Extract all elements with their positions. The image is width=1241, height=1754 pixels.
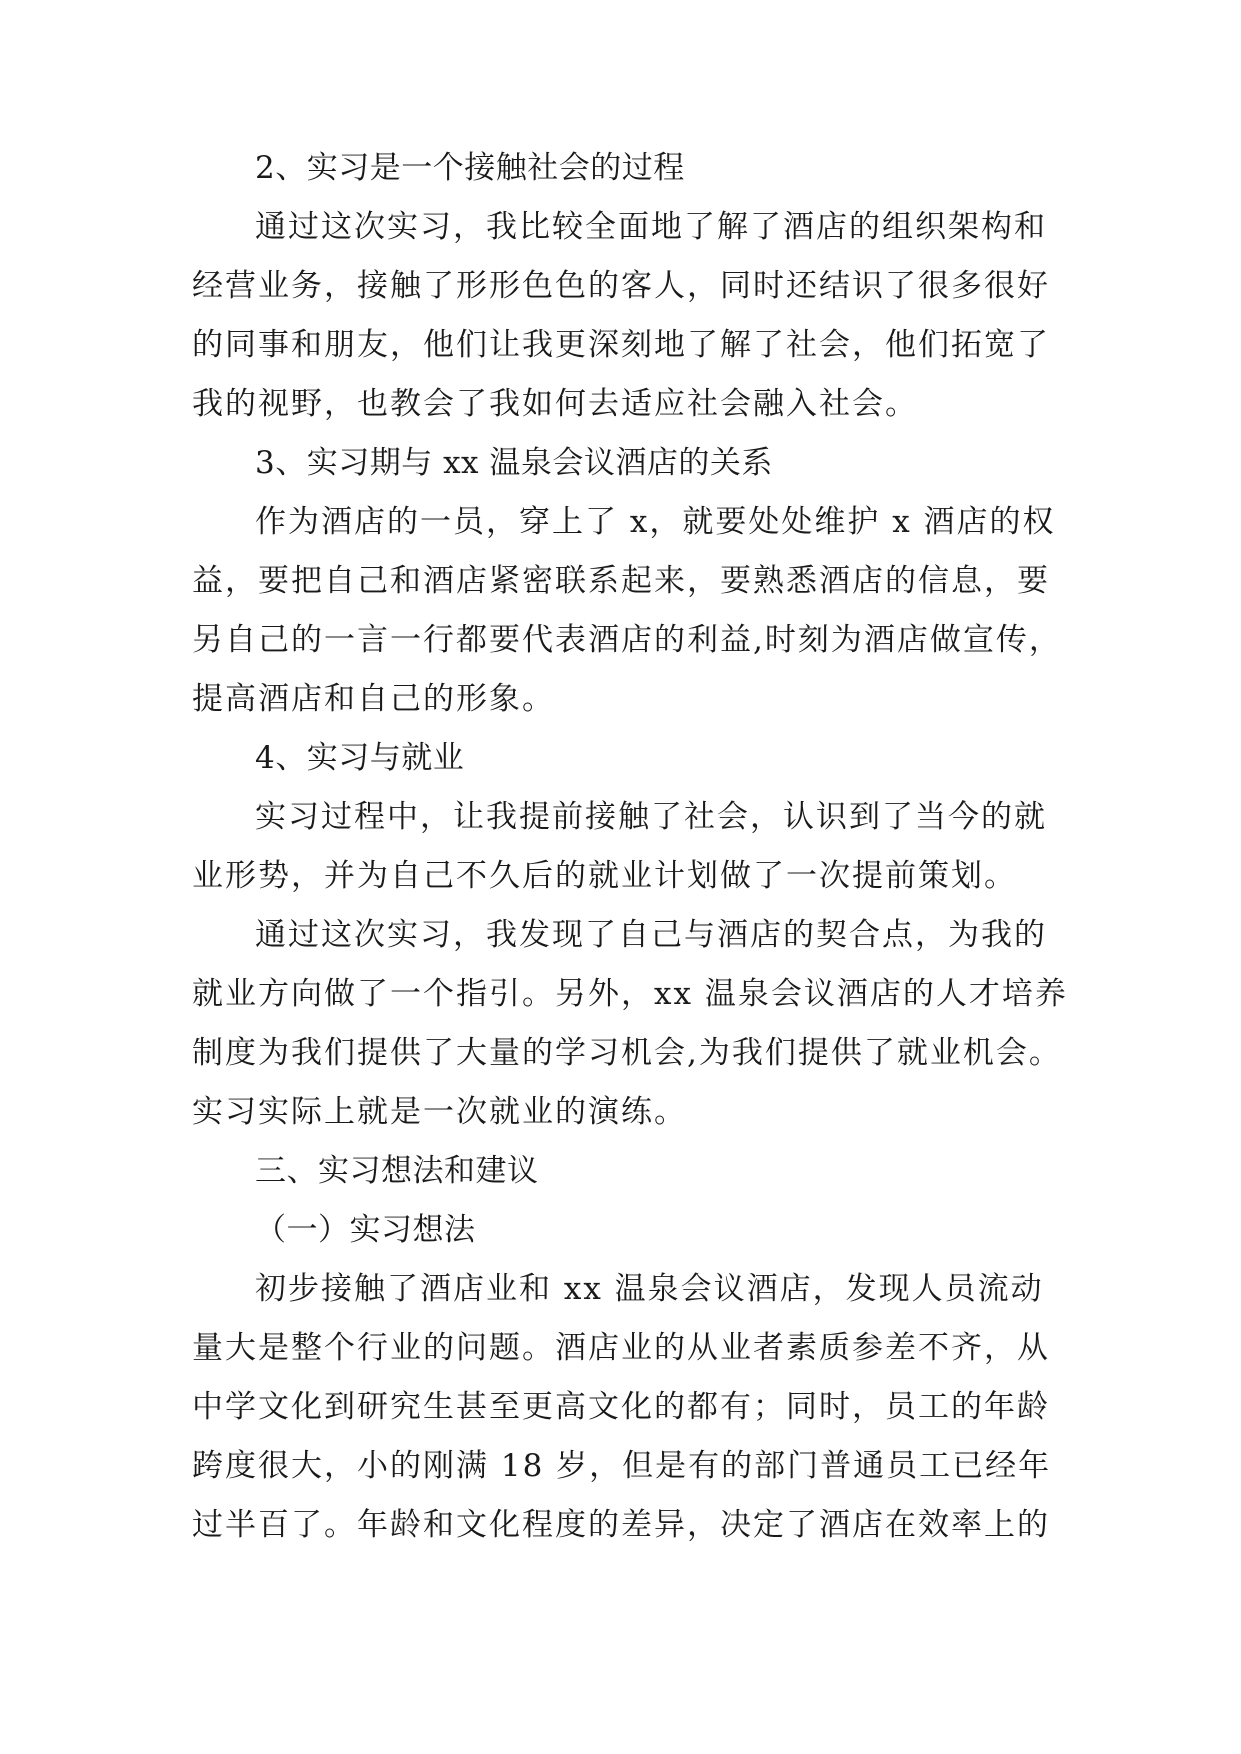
paragraph-line: 实习实际上就是一次就业的演练。 [192, 1094, 687, 1130]
paragraph-line: 通过这次实习，我比较全面地了解了酒店的组织架构和 [255, 209, 1047, 245]
paragraph-line: 益，要把自己和酒店紧密联系起来，要熟悉酒店的信息，要 [192, 563, 1050, 599]
paragraph-line: 过半百了。年龄和文化程度的差异，决定了酒店在效率上的 [192, 1507, 1050, 1543]
paragraph-line: 就业方向做了一个指引。另外，xx 温泉会议酒店的人才培养 [192, 976, 1068, 1012]
paragraph-line: 制度为我们提供了大量的学习机会,为我们提供了就业机会。 [192, 1035, 1062, 1071]
heading-section-2: 2、实习是一个接触社会的过程 [255, 150, 685, 186]
paragraph-line: 通过这次实习，我发现了自己与酒店的契合点，为我的 [255, 917, 1047, 953]
paragraph-line: 初步接触了酒店业和 xx 温泉会议酒店，发现人员流动 [255, 1271, 1044, 1307]
heading-section-4: 4、实习与就业 [255, 740, 465, 776]
paragraph-line: 提高酒店和自己的形象。 [192, 681, 555, 717]
heading-subsection-1: （一）实习想法 [255, 1212, 476, 1248]
paragraph-line: 量大是整个行业的问题。酒店业的从业者素质参差不齐，从 [192, 1330, 1050, 1366]
heading-section-3: 3、实习期与 xx 温泉会议酒店的关系 [255, 445, 773, 481]
paragraph-line: 我的视野，也教会了我如何去适应社会融入社会。 [192, 386, 918, 422]
heading-part-3: 三、实习想法和建议 [255, 1153, 539, 1189]
paragraph-line: 业形势，并为自己不久后的就业计划做了一次提前策划。 [192, 858, 1017, 894]
paragraph-line: 作为酒店的一员，穿上了 x，就要处处维护 x 酒店的权 [255, 504, 1056, 540]
paragraph-line: 跨度很大，小的刚满 18 岁，但是有的部门普通员工已经年 [192, 1448, 1052, 1484]
paragraph-line: 中学文化到研究生甚至更高文化的都有；同时，员工的年龄 [192, 1389, 1050, 1425]
paragraph-line: 实习过程中，让我提前接触了社会，认识到了当今的就 [255, 799, 1047, 835]
paragraph-line: 的同事和朋友，他们让我更深刻地了解了社会，他们拓宽了 [192, 327, 1050, 363]
paragraph-line: 另自己的一言一行都要代表酒店的利益,时刻为酒店做宣传， [192, 622, 1062, 658]
paragraph-line: 经营业务，接触了形形色色的客人，同时还结识了很多很好 [192, 268, 1050, 304]
